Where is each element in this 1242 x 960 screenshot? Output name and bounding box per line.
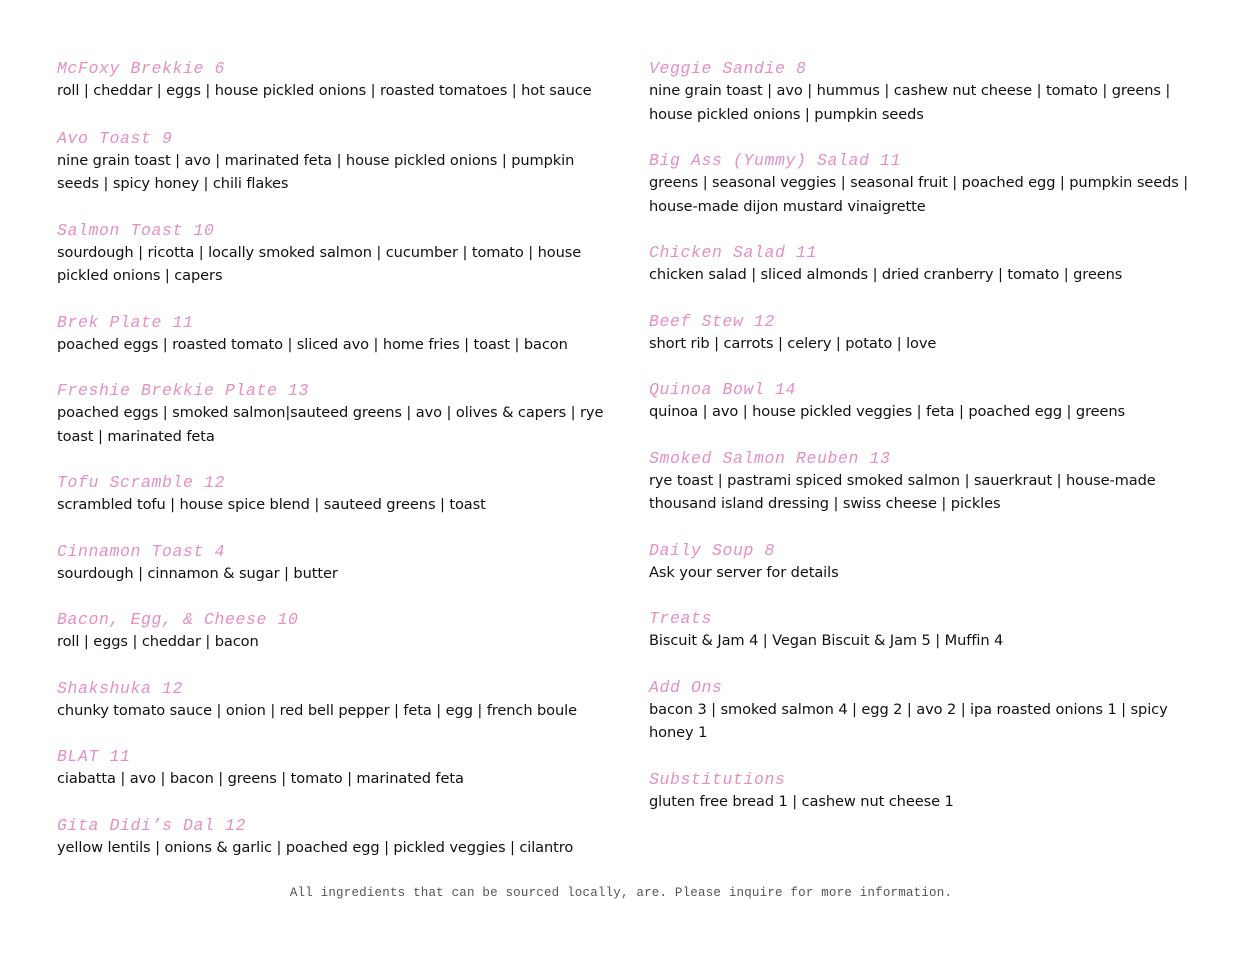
menu-item-description: poached eggs | smoked salmon|sauteed greens | avo | olives & capers | rye toast | marinated feta xyxy=(57,404,604,445)
menu-item xyxy=(649,379,1209,424)
menu-item xyxy=(57,312,617,357)
menu-item-name: BLAT 11 xyxy=(57,747,131,766)
menu-item-name: Gita Didi’s Dal 12 xyxy=(57,815,247,835)
menu-item-description: short rib | carrots | celery | potato | love xyxy=(649,334,937,352)
menu-item xyxy=(57,541,617,586)
menu-item-description: nine grain toast | avo | hummus | cashew nut cheese | tomato | greens | house pickled onions | pumpkin seeds xyxy=(649,82,1171,123)
menu-item-name: Chicken Salad 11 xyxy=(649,243,818,262)
menu-item-name: Freshie Brekkie Plate 13 xyxy=(57,381,310,400)
menu-item xyxy=(57,472,617,517)
menu-item xyxy=(649,242,1209,287)
menu-item-description: ciabatta | avo | bacon | greens | tomato | marinated feta xyxy=(57,770,464,787)
menu-item xyxy=(649,311,1209,356)
menu-item-description: Biscuit & Jam 4 | Vegan Biscuit & Jam 5 | Muffin 4 xyxy=(649,632,1004,649)
menu-item xyxy=(57,609,617,654)
menu-item-name: Substitutions xyxy=(649,769,786,789)
menu-item xyxy=(57,678,617,723)
menu-item xyxy=(649,540,1209,585)
menu-item-description: Ask your server for details xyxy=(649,563,839,581)
menu-item xyxy=(57,380,617,448)
menu-item-description: sourdough | ricotta | locally smoked salmon | cucumber | tomato | house pickled onions | capers xyxy=(57,243,582,284)
menu-item-name: Avo Toast 9 xyxy=(57,128,173,148)
menu-item-name: Quinoa Bowl 14 xyxy=(649,380,797,399)
menu-item xyxy=(649,608,1209,653)
menu-item-name: Tofu Scramble 12 xyxy=(57,473,226,492)
menu-item-name: Shakshuka 12 xyxy=(57,678,184,698)
menu-column-left xyxy=(57,58,617,859)
menu-item-description: yellow lentils | onions & garlic | poached egg | pickled veggies | cilantro xyxy=(57,838,574,856)
menu-item-name: Bacon, Egg, & Cheese 10 xyxy=(57,610,299,629)
menu-item-description: scrambled tofu | house spice blend | sauteed greens | toast xyxy=(57,496,486,513)
menu-item-description: sourdough | cinnamon & sugar | butter xyxy=(57,564,338,582)
menu-item xyxy=(57,58,617,103)
menu-item-name: Cinnamon Toast 4 xyxy=(57,541,226,561)
menu-item xyxy=(649,448,1209,516)
menu-column-right xyxy=(649,58,1209,813)
menu-item-description: roll | cheddar | eggs | house pickled onions | roasted tomatoes | hot sauce xyxy=(57,82,592,99)
menu-item xyxy=(57,746,617,791)
menu-item-description: nine grain toast | avo | marinated feta | house pickled onions | pumpkin seeds | spicy honey | chili flakes xyxy=(57,151,575,192)
menu-item-name: Big Ass (Yummy) Salad 11 xyxy=(649,151,902,170)
menu-item-description: gluten free bread 1 | cashew nut cheese 1 xyxy=(649,792,954,810)
menu-item xyxy=(649,677,1209,745)
menu-item-description: poached eggs | roasted tomato | sliced avo | home fries | toast | bacon xyxy=(57,335,568,353)
menu-item-name: Brek Plate 11 xyxy=(57,312,194,332)
menu-item-name: Salmon Toast 10 xyxy=(57,220,215,240)
menu-item-name: Add Ons xyxy=(649,677,723,697)
menu-item-name: Treats xyxy=(649,609,713,628)
menu-item xyxy=(57,815,617,860)
menu-item xyxy=(649,58,1209,126)
menu-item-description: rye toast | pastrami spiced smoked salmon | sauerkraut | house-made thousand island dressing | swiss cheese | pickles xyxy=(649,471,1156,512)
menu-item-name: McFoxy Brekkie 6 xyxy=(57,59,226,78)
menu-item-description: bacon 3 | smoked salmon 4 | egg 2 | avo 2 | ipa roasted onions 1 | spicy honey 1 xyxy=(649,700,1168,741)
menu-item-name: Daily Soup 8 xyxy=(649,540,776,560)
menu-item xyxy=(649,150,1209,218)
menu-item xyxy=(57,220,617,288)
menu-item-description: greens | seasonal veggies | seasonal fruit | poached egg | pumpkin seeds | house-made dijon mustard vinaigrette xyxy=(649,174,1189,215)
footer-note: All ingredients that can be sourced locally, are. Please inquire for more information. xyxy=(289,886,953,900)
menu-item-description: chicken salad | sliced almonds | dried cranberry | tomato | greens xyxy=(649,266,1123,283)
menu-item-description: chunky tomato sauce | onion | red bell pepper | feta | egg | french boule xyxy=(57,701,577,719)
menu-item-name: Smoked Salmon Reuben 13 xyxy=(649,448,891,468)
menu-item-name: Veggie Sandie 8 xyxy=(649,59,807,78)
menu-item-description: roll | eggs | cheddar | bacon xyxy=(57,633,259,650)
menu-item-name: Beef Stew 12 xyxy=(649,311,776,331)
menu-item-description: quinoa | avo | house pickled veggies | feta | poached egg | greens xyxy=(649,403,1126,420)
menu-item xyxy=(649,769,1209,814)
menu-item xyxy=(57,128,617,196)
